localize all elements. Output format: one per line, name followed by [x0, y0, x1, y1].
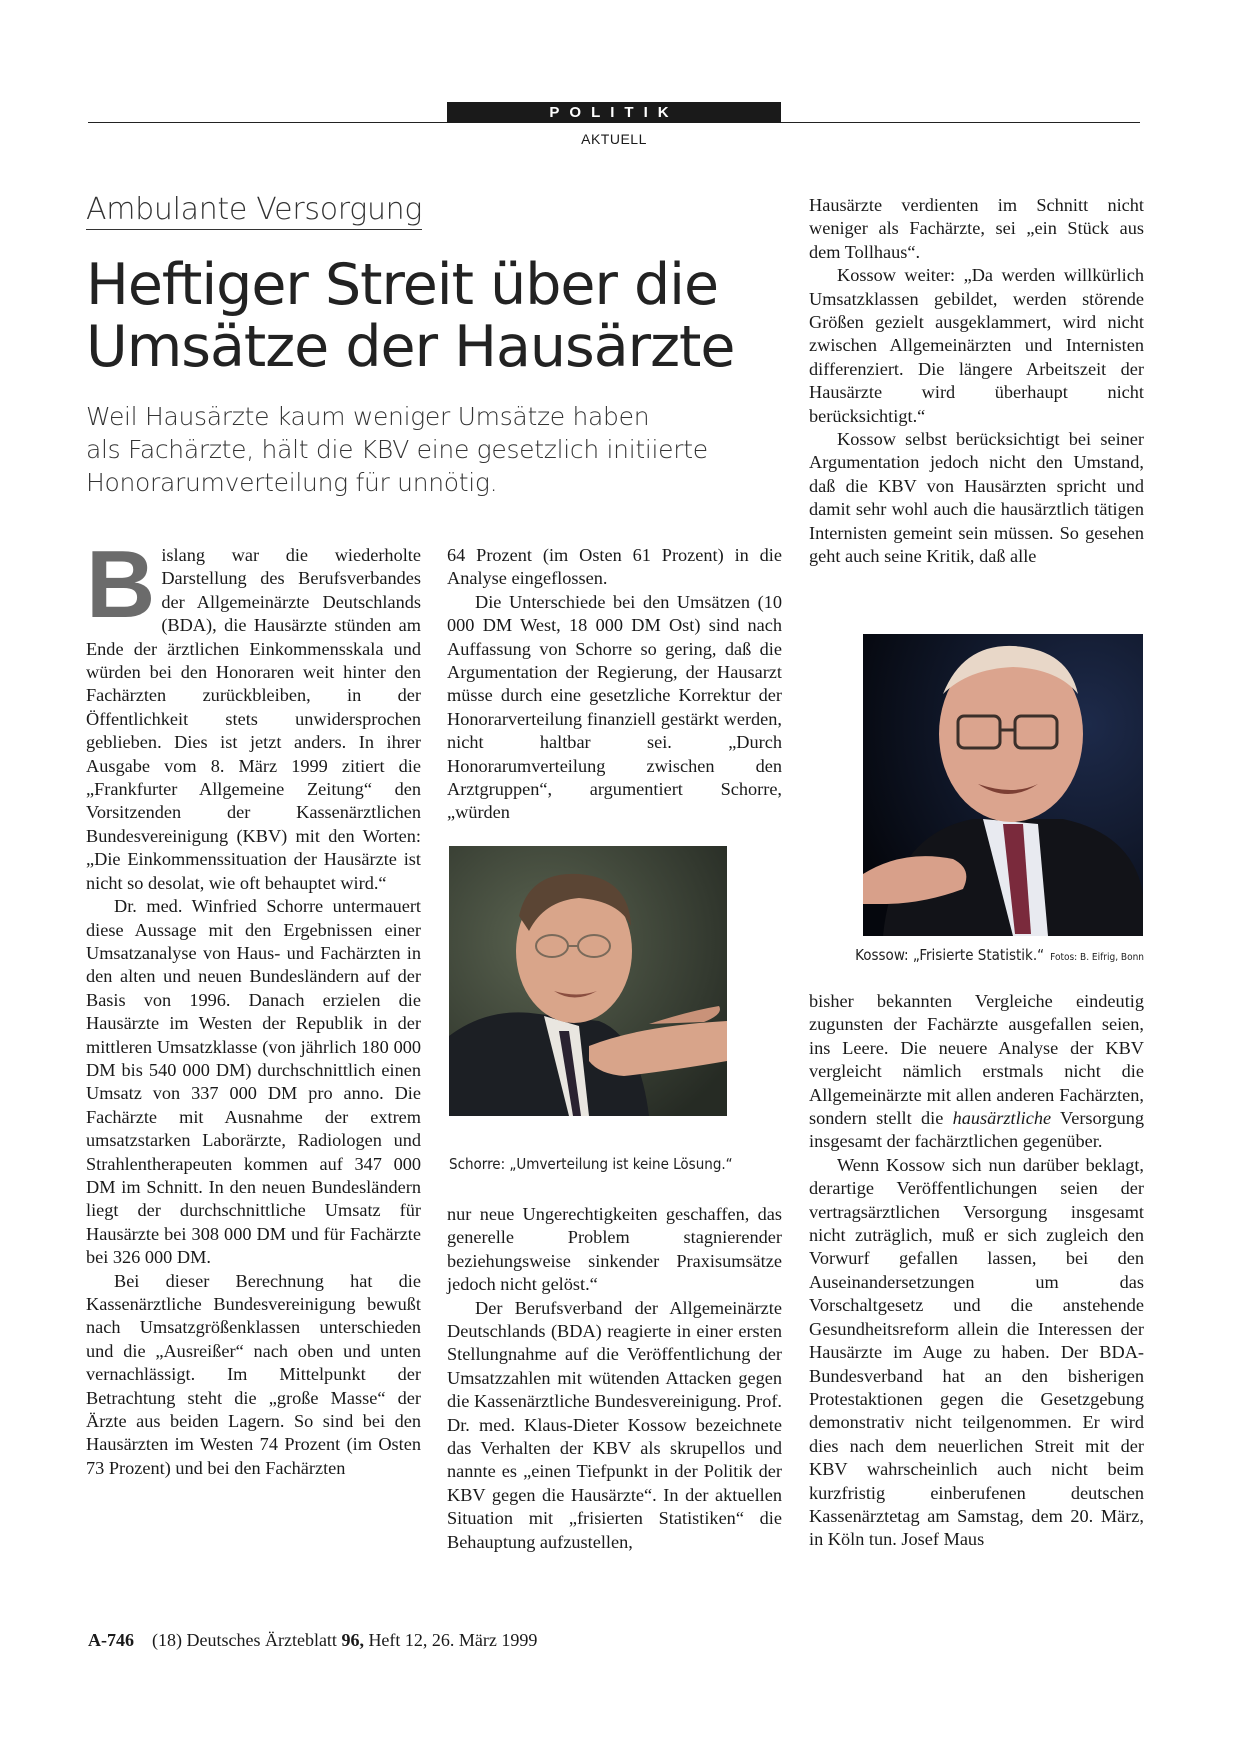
paragraph: Der Berufsverband der Allgemeinärzte Deutschlands (BDA) reagierte in einer ersten Stellungnahme auf die Veröffentlichung der Umsatzzahlen mit wütenden Attacken gegen die Kassenärztliche Bundesvereinigung. Prof. Dr. med. Klaus-Dieter Kossow bezeichnete das Verhalten der KBV als skrupellos und nannte es „einen Tiefpunkt in der Politik der KBV gegen die Hausärzte“. In der aktuellen Situation mit „frisierten Statistiken“ die Behauptung aufzustellen, — [447, 1297, 782, 1552]
paragraph-text: bisher bekannten Vergleiche eindeutig zugunsten der Fachärzte ausgefallen seien, ins Leere. Die neuere Analyse der KBV vergleicht nämlich erstmals nicht die Allgemeinärzte mit allen anderen Fachärzten, sondern stellt die — [809, 991, 1144, 1129]
paragraph — [809, 990, 1144, 1154]
kossow-caption-text: Kossow: „Frisierte Statistik.“ — [855, 946, 1045, 964]
paragraph-text: Versorgung insgesamt der fachärztlichen gegenüber. — [809, 1108, 1144, 1152]
article-kicker: Ambulante Versorgung — [86, 192, 422, 230]
page-number: A-746 — [88, 1630, 134, 1650]
paragraph: 64 Prozent (im Osten 61 Prozent) in die Analyse eingeflossen. — [447, 545, 782, 589]
schorre-caption: Schorre: „Umverteilung ist keine Lösung.“ — [449, 1155, 733, 1173]
kossow-photo — [863, 634, 1143, 936]
headline-line: Umsätze der Hausärzte — [86, 314, 735, 380]
portrait-image — [863, 634, 1143, 936]
photo-credit: Fotos: B. Eifrig, Bonn — [1050, 952, 1144, 963]
paragraph — [86, 531, 421, 895]
paragraph: Die Unterschiede bei den Umsätzen (10 000 DM West, 18 000 DM Ost) sind nach Auffassung von Schorre so gering, daß die Argumentation der Regierung, der Hausarzt müsse durch eine gesetzliche Korrektur der Honorarverteilung finanziell gestärkt werden, nicht haltbar sei. „Durch Honorarumverteilung zwischen den Arztgruppen“, argumentiert Schorre, „würden — [447, 591, 782, 823]
italic-word: hausärztliche — [952, 1108, 1052, 1129]
paragraph: Wenn Kossow sich nun darüber beklagt, derartige Veröffentlichungen seien der vertragsärztlichen Versorgung insgesamt nicht zuträglich, muß er sich zugleich den Vorwurf gefallen lassen, bei den Auseinandersetzungen um das Vorschaltgesetz und die anstehende Gesundheitsreform allein die Interessen der Hausärzte im Auge zu haben. Der BDA-Bundesverband hat an den bisherigen Protestaktionen gegen die Gesetzgebung demonstrativ nicht teilgenommen. Er wird dies nach dem neuerlichen Streit mit der KBV wahrscheinlich auch nicht beim kurzfristig einberufenen deutschen Kassenärztetag am Samstag, dem 20. März, in Köln tun. Josef Maus — [809, 1154, 1144, 1550]
deck-line: Honorarumverteilung für unnötig. — [86, 468, 498, 497]
schorre-photo — [449, 846, 727, 1116]
section-label: POLITIK — [447, 102, 781, 123]
issue-date: Heft 12, 26. März 1999 — [363, 1630, 538, 1650]
headline-line: Heftiger Streit über die — [86, 252, 719, 318]
body-column-2-top — [447, 544, 782, 825]
paragraph: Hausärzte verdienten im Schnitt nicht weniger als Fachärzte, sei „ein Stück aus dem Tollhaus“. — [809, 195, 1144, 262]
paragraph: Kossow weiter: „Da werden willkürlich Umsatzklassen gebildet, werden störende Größen gezielt ausgeklammert, wird nicht zwischen Allgemeinärzten und Internisten differenziert. Die längere Arbeitszeit der Hausärzte wird überhaupt nicht berücksichtigt.“ — [809, 265, 1144, 426]
article-headline — [86, 252, 735, 380]
body-column-3-top — [809, 194, 1144, 569]
article-deck — [86, 400, 726, 499]
deck-line: als Fachärzte, hält die KBV eine gesetzlich initiierte — [86, 435, 708, 464]
journal-volume: 96, — [341, 1630, 364, 1650]
body-column-2-bottom — [447, 1203, 782, 1554]
body-column-3-bottom — [809, 990, 1144, 1552]
paragraph-text: islang war die wiederholte Darstellung des Berufsverbandes der Allgemeinärzte Deutschlands (BDA), die Hausärzte stünden am Ende der ärztlichen Einkommensskala und würden bei den Honoraren weit hinter den Fachärzten zurückbleiben, in der Öffentlichkeit stets unwidersprochen geblieben. Dies ist jetzt anders. In ihrer Ausgabe vom 8. März 1999 zitiert die „Frankfurter Allgemeine Zeitung“ den Vorsitzenden der Kassenärztlichen Bundesvereinigung (KBV) mit den Worten: „Die Einkommenssituation der Hausärzte ist nicht so desolat, wie oft behauptet wird.“ — [86, 545, 421, 893]
deck-line: Weil Hausärzte kaum weniger Umsätze haben — [86, 402, 650, 431]
page-footer — [88, 1630, 537, 1651]
paragraph: Kossow selbst berücksichtigt bei seiner Argumentation jedoch nicht den Umstand, daß die KBV von Hausärzten spricht und damit sehr wohl auch die hausärztlich tätigen Internisten gemeint sein müssen. So gesehen geht auch seine Kritik, daß alle — [809, 429, 1144, 567]
paragraph: Bei dieser Berechnung hat die Kassenärztliche Bundesvereinigung bewußt nach Umsatzgrößenklassen unterschieden und die „Ausreißer“ nach oben und unten vernachlässigt. Im Mittelpunkt der Betrachtung steht die „große Masse“ der Ärzte aus beiden Lagern. So sind bei den Hausärzten im Westen 74 Prozent (im Osten 73 Prozent) und bei den Fachärzten — [86, 1270, 421, 1478]
kossow-caption — [855, 946, 1144, 964]
paragraph: nur neue Ungerechtigkeiten geschaffen, das generelle Problem stagnierender beziehungsweise sinkender Praxisumsätze jedoch nicht gelöst.“ — [447, 1204, 782, 1295]
drop-cap: B — [86, 531, 156, 638]
paragraph: Dr. med. Winfried Schorre untermauert diese Aussage mit den Ergebnissen einer Umsatzanalyse von Haus- und Fachärzten in den alten und neuen Bundesländern auf der Basis von 1996. Danach erzielen die Hausärzte im Westen der Republik in der mittleren Umsatzklasse (von jährlich 180 000 DM bis 540 000 DM) durchschnittlich einen Umsatz von 337 000 DM pro anno. Die Fachärzte mit Ausnahme der extrem umsatzstarken Laborärzte, Radiologen und Strahlentherapeuten kommen auf 347 000 DM im Schnitt. In den neuen Bundesländern liegt der durchschnittliche Umsatz für Hausärzte bei 308 000 DM und für Fachärzte bei 326 000 DM. — [86, 896, 421, 1268]
portrait-image — [449, 846, 727, 1116]
subsection-label: AKTUELL — [581, 131, 647, 147]
body-column-1 — [86, 531, 421, 1480]
journal-name: (18) Deutsches Ärzteblatt — [152, 1630, 342, 1650]
